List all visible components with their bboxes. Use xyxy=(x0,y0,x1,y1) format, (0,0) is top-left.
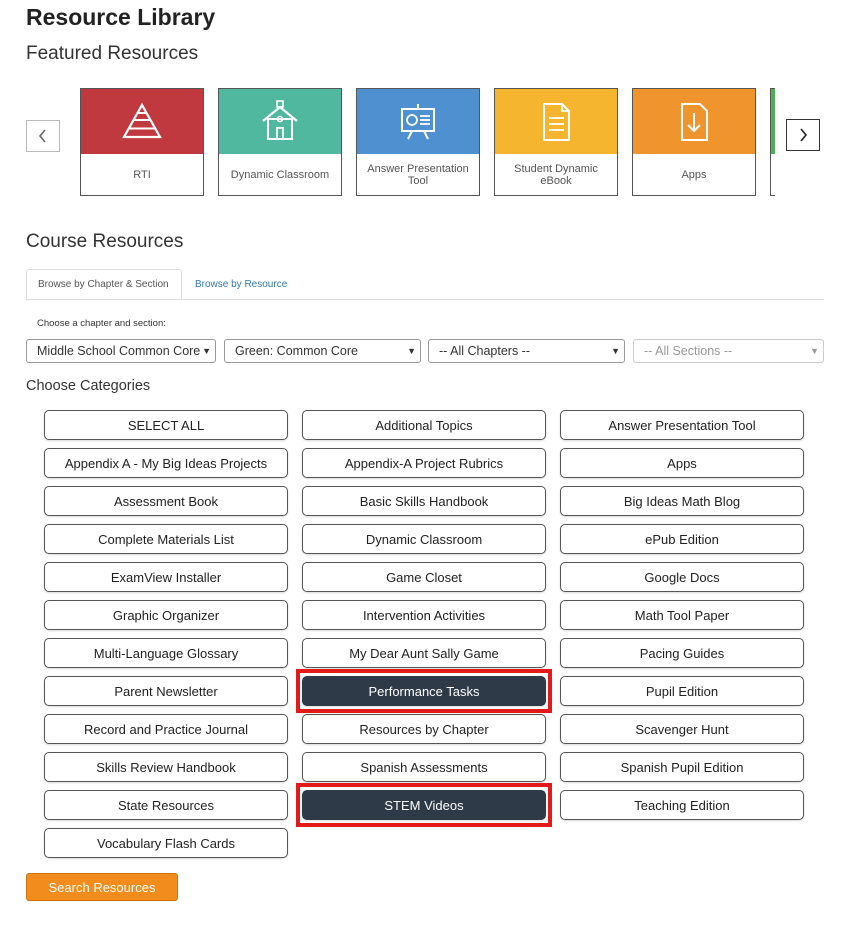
caret-down-icon: ▼ xyxy=(407,346,416,356)
category-button-scavenger-hunt[interactable]: Scavenger Hunt xyxy=(560,714,804,744)
category-button-appendix-a-project-rubrics[interactable]: Appendix-A Project Rubrics xyxy=(302,448,546,478)
caret-down-icon: ▼ xyxy=(202,346,211,356)
tile-label: Dynamic Classroom xyxy=(230,168,330,181)
document-icon xyxy=(534,99,578,145)
schoolhouse-icon xyxy=(258,99,302,145)
category-button-performance-tasks[interactable]: Performance Tasks xyxy=(302,676,546,706)
category-button-big-ideas-math-blog[interactable]: Big Ideas Math Blog xyxy=(560,486,804,516)
category-button-math-tool-paper[interactable]: Math Tool Paper xyxy=(560,600,804,630)
category-button-skills-review-handbook[interactable]: Skills Review Handbook xyxy=(44,752,288,782)
course-select-value: Middle School Common Core xyxy=(37,344,201,358)
category-button-epub-edition[interactable]: ePub Edition xyxy=(560,524,804,554)
category-button-state-resources[interactable]: State Resources xyxy=(44,790,288,820)
tab-browse-by-chapter[interactable]: Browse by Chapter & Section xyxy=(26,269,182,299)
course-tabs xyxy=(26,269,824,300)
course-resources-title: Course Resources xyxy=(26,231,184,252)
category-button-spanish-pupil-edition[interactable]: Spanish Pupil Edition xyxy=(560,752,804,782)
category-button-stem-videos[interactable]: STEM Videos xyxy=(302,790,546,820)
program-select[interactable] xyxy=(224,339,421,363)
category-button-parent-newsletter[interactable]: Parent Newsletter xyxy=(44,676,288,706)
category-button-vocabulary-flash-cards[interactable]: Vocabulary Flash Cards xyxy=(44,828,288,858)
presentation-board-icon xyxy=(396,99,440,145)
category-button-teaching-edition[interactable]: Teaching Edition xyxy=(560,790,804,820)
featured-tile-student-dynamic-ebook[interactable] xyxy=(494,88,618,196)
category-button-answer-presentation-tool[interactable]: Answer Presentation Tool xyxy=(560,410,804,440)
section-select-value: -- All Sections -- xyxy=(644,344,733,358)
category-button-record-and-practice-journal[interactable]: Record and Practice Journal xyxy=(44,714,288,744)
category-button-complete-materials-list[interactable]: Complete Materials List xyxy=(44,524,288,554)
course-select[interactable] xyxy=(26,339,216,363)
category-button-multi-language-glossary[interactable]: Multi-Language Glossary xyxy=(44,638,288,668)
category-button-apps[interactable]: Apps xyxy=(560,448,804,478)
category-button-dynamic-classroom[interactable]: Dynamic Classroom xyxy=(302,524,546,554)
category-button-pacing-guides[interactable]: Pacing Guides xyxy=(560,638,804,668)
download-icon xyxy=(672,99,716,145)
featured-tile-dynamic-classroom[interactable] xyxy=(218,88,342,196)
caret-down-icon: ▼ xyxy=(810,346,819,356)
chevron-left-icon xyxy=(37,129,49,143)
category-button-pupil-edition[interactable]: Pupil Edition xyxy=(560,676,804,706)
category-button-examview-installer[interactable]: ExamView Installer xyxy=(44,562,288,592)
featured-carousel xyxy=(80,88,775,198)
page-title: Resource Library xyxy=(26,4,216,30)
category-button-graphic-organizer[interactable]: Graphic Organizer xyxy=(44,600,288,630)
search-resources-button[interactable]: Search Resources xyxy=(26,873,178,901)
category-button-select-all[interactable]: SELECT ALL xyxy=(44,410,288,440)
category-button-assessment-book[interactable]: Assessment Book xyxy=(44,486,288,516)
featured-tile-answer-presentation-tool[interactable] xyxy=(356,88,480,196)
category-button-intervention-activities[interactable]: Intervention Activities xyxy=(302,600,546,630)
chapter-select[interactable] xyxy=(428,339,625,363)
caret-down-icon: ▼ xyxy=(611,346,620,356)
featured-tile-partial[interactable] xyxy=(770,88,775,196)
category-button-spanish-assessments[interactable]: Spanish Assessments xyxy=(302,752,546,782)
chapter-section-label: Choose a chapter and section: xyxy=(37,318,166,329)
tile-label: Answer Presentation Tool xyxy=(367,162,469,187)
carousel-next-button[interactable] xyxy=(786,119,820,151)
program-select-value: Green: Common Core xyxy=(235,344,358,358)
featured-resources-title: Featured Resources xyxy=(26,43,199,64)
tab-browse-by-resource[interactable]: Browse by Resource xyxy=(195,278,288,290)
category-button-basic-skills-handbook[interactable]: Basic Skills Handbook xyxy=(302,486,546,516)
category-button-resources-by-chapter[interactable]: Resources by Chapter xyxy=(302,714,546,744)
choose-categories-title: Choose Categories xyxy=(26,378,151,394)
section-select xyxy=(633,339,824,363)
category-button-additional-topics[interactable]: Additional Topics xyxy=(302,410,546,440)
tile-label: Student Dynamic eBook xyxy=(514,162,598,187)
category-button-appendix-a-my-big-ideas-projects[interactable]: Appendix A - My Big Ideas Projects xyxy=(44,448,288,478)
chapter-select-value: -- All Chapters -- xyxy=(439,344,530,358)
chevron-right-icon xyxy=(797,128,809,142)
tile-label: Apps xyxy=(681,168,707,181)
featured-tile-rti[interactable] xyxy=(80,88,204,196)
featured-tile-apps[interactable] xyxy=(632,88,756,196)
tile-label: RTI xyxy=(133,168,151,181)
category-button-google-docs[interactable]: Google Docs xyxy=(560,562,804,592)
category-button-game-closet[interactable]: Game Closet xyxy=(302,562,546,592)
pyramid-icon xyxy=(120,99,164,145)
carousel-prev-button[interactable] xyxy=(26,120,60,152)
tile-label xyxy=(771,154,775,195)
category-button-my-dear-aunt-sally-game[interactable]: My Dear Aunt Sally Game xyxy=(302,638,546,668)
